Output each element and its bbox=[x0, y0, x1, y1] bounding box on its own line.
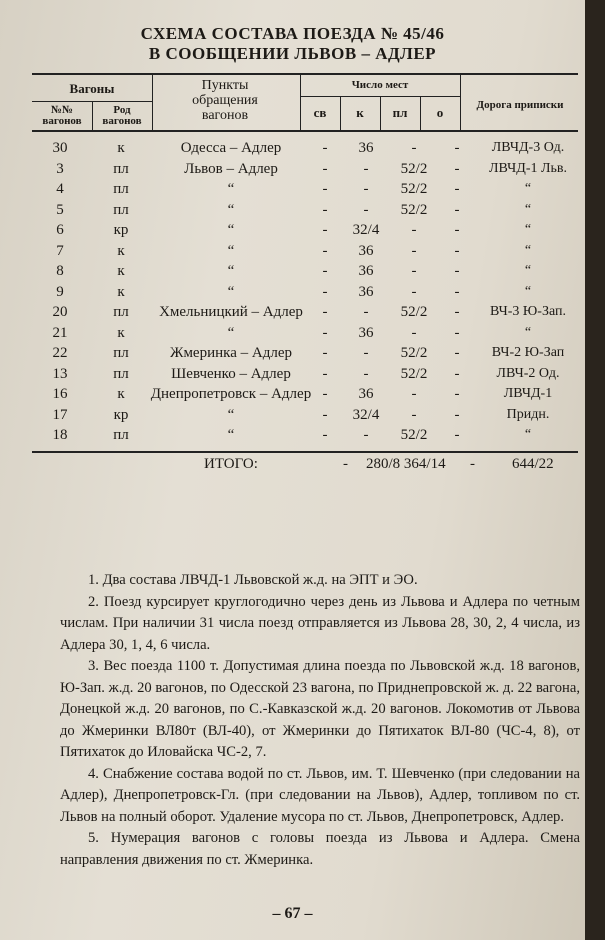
notes-section bbox=[60, 570, 580, 871]
cell-wagon-number: 22 bbox=[52, 345, 68, 361]
cell-wagon-number: 3 bbox=[56, 160, 64, 177]
cell-road: “ bbox=[524, 181, 532, 196]
cell-route: Львов – Адлер bbox=[184, 160, 278, 177]
cell-wagon-number: 20 bbox=[52, 304, 68, 320]
cell-wagon-type: к bbox=[117, 283, 125, 300]
header-wagons: Вагоны bbox=[69, 81, 115, 96]
cell-wagon-type: пл bbox=[113, 201, 129, 218]
cell-wagon-number: 5 bbox=[56, 201, 64, 218]
cell-wagon-number: 17 bbox=[52, 406, 68, 423]
note-paragraph: 1. Два состава ЛВЧД-1 Львовской ж.д. на ЭПТ и ЭО. bbox=[88, 572, 418, 588]
total-k-pl: 280/8 364/14 bbox=[366, 456, 446, 472]
cell-k: - bbox=[363, 427, 369, 443]
cell-wagon-type: к bbox=[117, 263, 125, 279]
cell-k: - bbox=[363, 365, 369, 382]
cell-k: 32/4 bbox=[352, 406, 380, 423]
cell-wagon-number: 9 bbox=[56, 283, 64, 300]
cell-route: “ bbox=[227, 201, 235, 218]
cell-road: ЛВЧ-2 Од. bbox=[496, 365, 560, 381]
cell-wagon-type: пл bbox=[113, 304, 129, 320]
cell-wagon-type: кр bbox=[113, 222, 129, 238]
cell-pl: - bbox=[411, 242, 417, 259]
cell-wagon-type: пл bbox=[113, 365, 129, 382]
header-top-rule bbox=[32, 73, 578, 75]
cell-wagon-type: пл bbox=[113, 160, 129, 177]
cell-road: “ bbox=[524, 263, 532, 278]
cell-wagon-type: пл bbox=[113, 181, 129, 197]
cell-wagon-number: 8 bbox=[56, 263, 64, 279]
cell-o: - bbox=[454, 345, 460, 361]
cell-wagon-number: 18 bbox=[52, 427, 68, 443]
cell-pl: 52/2 bbox=[400, 304, 428, 320]
page-number: – 67 – bbox=[272, 905, 313, 922]
cell-pl: - bbox=[411, 140, 417, 156]
header-bottom-rule bbox=[32, 130, 578, 132]
cell-wagon-number: 6 bbox=[56, 222, 64, 238]
cell-route: “ bbox=[227, 242, 235, 259]
cell-sv: - bbox=[322, 140, 328, 156]
cell-k: 36 bbox=[358, 242, 374, 259]
cell-pl: 52/2 bbox=[400, 160, 428, 177]
cell-sv: - bbox=[322, 427, 328, 443]
cell-k: - bbox=[363, 201, 369, 218]
cell-wagon-type: пл bbox=[113, 427, 129, 443]
cell-road: ВЧ-2 Ю-Зап bbox=[491, 345, 565, 360]
cell-k: - bbox=[363, 160, 369, 177]
total-label: ИТОГО: bbox=[204, 456, 258, 472]
cell-road: “ bbox=[524, 427, 532, 442]
cell-o: - bbox=[454, 222, 460, 238]
cell-wagon-number: 16 bbox=[52, 386, 68, 402]
cell-o: - bbox=[454, 201, 460, 218]
cell-road: “ bbox=[524, 201, 532, 217]
cell-wagon-type: к bbox=[117, 242, 125, 259]
page-title: СХЕМА СОСТАВА ПОЕЗДА № 45/46 bbox=[140, 24, 445, 43]
cell-o: - bbox=[454, 181, 460, 197]
cell-o: - bbox=[454, 427, 460, 443]
header-wagon-number: №№ вагонов bbox=[42, 104, 82, 127]
cell-k: - bbox=[363, 181, 369, 197]
cell-sv: - bbox=[322, 365, 328, 382]
cell-road: “ bbox=[524, 242, 532, 258]
header-points: Пункты обращения вагонов bbox=[192, 78, 258, 123]
header-o: о bbox=[436, 105, 444, 120]
cell-wagon-number: 30 bbox=[52, 140, 68, 156]
cell-o: - bbox=[454, 160, 460, 177]
cell-o: - bbox=[454, 263, 460, 279]
header-sv: св bbox=[313, 105, 327, 120]
cell-o: - bbox=[454, 386, 460, 402]
total-road: 644/22 bbox=[512, 456, 554, 472]
cell-wagon-type: кр bbox=[113, 406, 129, 423]
cell-sv: - bbox=[322, 345, 328, 361]
cell-k: - bbox=[363, 304, 369, 320]
cell-route: Жмеринка – Адлер bbox=[170, 345, 292, 361]
cell-route: Шевченко – Адлер bbox=[171, 365, 291, 382]
cell-route: “ bbox=[227, 283, 235, 300]
cell-pl: 52/2 bbox=[400, 345, 428, 361]
cell-pl: 52/2 bbox=[400, 365, 428, 382]
note-paragraph: 5. Нумерация вагонов с головы поезда из Львова и Адлера. Смена направления движения по ст. Жмеринка. bbox=[60, 830, 580, 868]
cell-road: ЛВЧД-3 Од. bbox=[491, 140, 565, 155]
cell-sv: - bbox=[322, 222, 328, 238]
cell-wagon-number: 13 bbox=[52, 365, 68, 382]
cell-pl: - bbox=[411, 283, 417, 300]
cell-route: “ bbox=[227, 222, 235, 238]
cell-sv: - bbox=[322, 386, 328, 402]
note-paragraph: 3. Вес поезда 1100 т. Допустимая длина поезда по Львовской ж.д. 18 вагонов, Ю-Зап. ж.д. 20 вагонов, по Одесской 23 вагона, по Приднепровской ж. д. 22 вагона, Донецкой ж.д. 20 вагонов, по С.-Кавказской ж.д. 20 вагонов. Локомотив от Львова до Жмеринки ВЛ80т (ВЛ-40), от Жмеринки до Пятихаток ВЛ-80 (ЧС-4, 8), от Пятихаток до Иловайска ЧС-2, 7. bbox=[60, 658, 580, 760]
cell-wagon-number: 21 bbox=[52, 324, 68, 341]
cell-road: “ bbox=[524, 222, 532, 237]
cell-k: 36 bbox=[358, 283, 374, 300]
total-sv: - bbox=[343, 456, 348, 472]
cell-wagon-type: пл bbox=[113, 345, 129, 361]
cell-wagon-type: к bbox=[117, 386, 125, 402]
header-road: Дорога приписки bbox=[476, 99, 564, 111]
cell-road: ВЧ-3 Ю-Зап. bbox=[490, 304, 566, 319]
cell-wagon-type: к bbox=[117, 324, 125, 341]
cell-sv: - bbox=[322, 283, 328, 300]
cell-o: - bbox=[454, 304, 460, 320]
cell-sv: - bbox=[322, 304, 328, 320]
table-bottom-rule bbox=[32, 451, 578, 453]
header-seats: Число мест bbox=[351, 79, 409, 91]
cell-pl: 52/2 bbox=[400, 427, 428, 443]
cell-pl: - bbox=[411, 263, 417, 279]
cell-sv: - bbox=[322, 201, 328, 218]
cell-k: 36 bbox=[358, 140, 374, 156]
header-pl: пл bbox=[392, 105, 408, 120]
cell-sv: - bbox=[322, 242, 328, 259]
cell-road: “ bbox=[524, 324, 532, 340]
cell-pl: - bbox=[411, 222, 417, 238]
cell-wagon-type: к bbox=[117, 140, 125, 156]
cell-pl: - bbox=[411, 324, 417, 341]
cell-route: Хмельницкий – Адлер bbox=[159, 304, 303, 320]
cell-road: Придн. bbox=[506, 406, 550, 422]
cell-pl: - bbox=[411, 406, 417, 423]
cell-route: “ bbox=[227, 263, 235, 279]
cell-sv: - bbox=[322, 324, 328, 341]
header-divider bbox=[460, 73, 461, 130]
cell-route: Днепропетровск – Адлер bbox=[150, 386, 312, 402]
cell-sv: - bbox=[322, 181, 328, 197]
cell-sv: - bbox=[322, 406, 328, 423]
cell-road: ЛВЧД-1 Льв. bbox=[489, 160, 567, 176]
cell-o: - bbox=[454, 324, 460, 341]
header-divider bbox=[152, 73, 153, 130]
cell-wagon-number: 7 bbox=[56, 242, 64, 259]
header-wagon-type: Род вагонов bbox=[102, 104, 142, 127]
cell-route: “ bbox=[227, 324, 235, 341]
cell-k: 36 bbox=[358, 386, 374, 402]
cell-route: “ bbox=[227, 181, 235, 197]
cell-k: 36 bbox=[358, 324, 374, 341]
cell-o: - bbox=[454, 140, 460, 156]
cell-route: “ bbox=[227, 406, 235, 423]
header-k: к bbox=[356, 105, 364, 120]
cell-pl: 52/2 bbox=[400, 201, 428, 218]
note-paragraph: 2. Поезд курсирует круглогодично через день из Львова и Адлера по четным числам. При наличии 31 числа поезд отправляется из Львова 28, 30, 2, 4 числа, из Адлера 30, 1, 4, 6 числа. bbox=[60, 593, 580, 653]
cell-o: - bbox=[454, 365, 460, 382]
header-divider bbox=[92, 101, 93, 130]
cell-k: 32/4 bbox=[352, 222, 380, 238]
cell-sv: - bbox=[322, 263, 328, 279]
total-o: - bbox=[470, 456, 475, 472]
page-subtitle: В СООБЩЕНИИ ЛЬВОВ – АДЛЕР bbox=[148, 44, 437, 63]
cell-road: ЛВЧД-1 bbox=[503, 386, 553, 401]
cell-route: “ bbox=[227, 427, 235, 443]
cell-o: - bbox=[454, 283, 460, 300]
cell-route: Одесса – Адлер bbox=[180, 140, 282, 156]
note-paragraph: 4. Снабжение состава водой по ст. Львов, им. Т. Шевченко (при следовании на Адлер), Днепропетровск-Гл. (при следовании на Львов), Адлер, топливом по ст. Львов на полный оборот. Удаление мусора по ст. Львов, Днепропетровск, Адлер. bbox=[60, 765, 580, 825]
cell-road: “ bbox=[524, 283, 532, 299]
cell-pl: - bbox=[411, 386, 417, 402]
cell-wagon-number: 4 bbox=[56, 181, 64, 197]
cell-sv: - bbox=[322, 160, 328, 177]
cell-o: - bbox=[454, 242, 460, 259]
cell-o: - bbox=[454, 406, 460, 423]
cell-k: 36 bbox=[358, 263, 374, 279]
cell-pl: 52/2 bbox=[400, 181, 428, 197]
cell-k: - bbox=[363, 345, 369, 361]
